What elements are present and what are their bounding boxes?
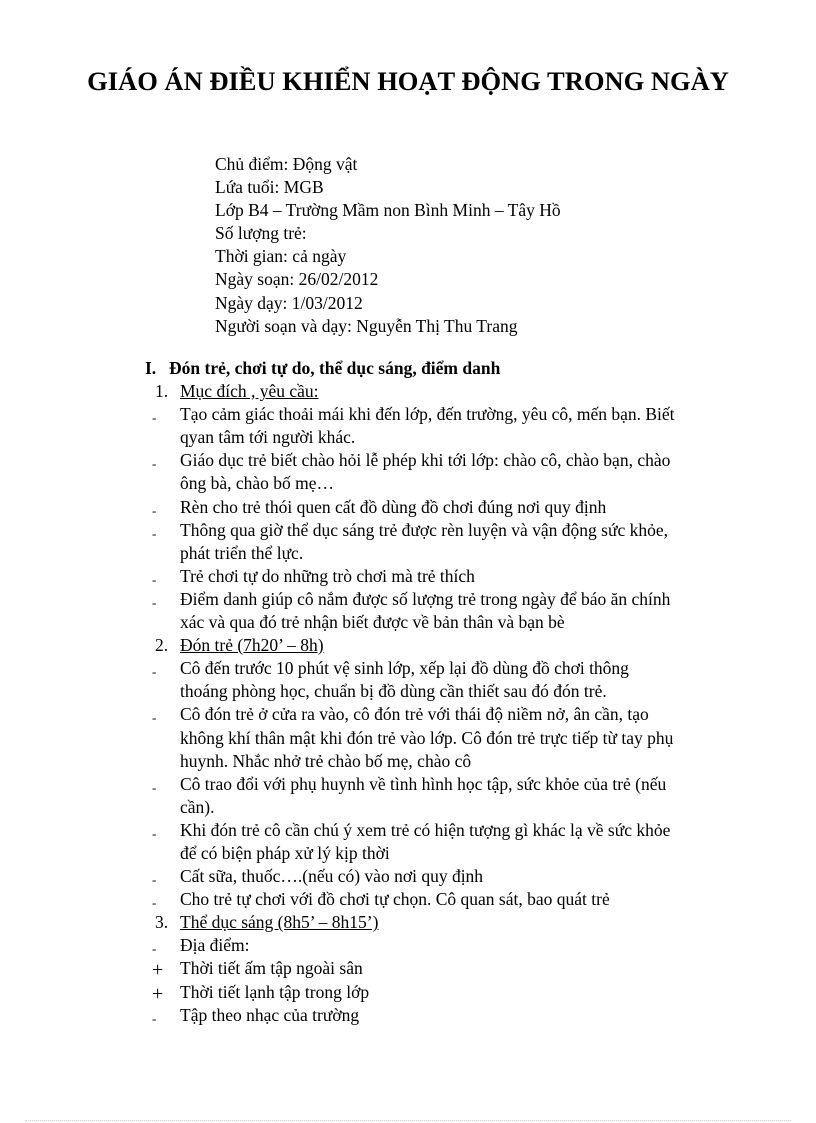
info-line-count: Số lượng trẻ: (215, 223, 307, 244)
subsection-number: 1. (155, 381, 169, 402)
subsection-title: Thể dục sáng (8h5’ – 8h15’) (180, 912, 379, 933)
list-item-text: Cô trao đổi với phụ huynh về tình hình học tập, sức khỏe của trẻ (nếu cần). (180, 773, 667, 817)
list-item-text: Địa điểm: (180, 935, 250, 956)
subsection-title: Mục đích , yêu cầu: (180, 381, 319, 402)
list-item (145, 449, 775, 495)
info-line-theme: Chủ điểm: Động vật (215, 154, 358, 174)
list-item (145, 657, 775, 703)
list-item-text: Trẻ chơi tự do những trò chơi mà trẻ thích (180, 565, 475, 586)
list-item (145, 703, 775, 772)
subsection-number: 2. (155, 635, 169, 656)
list-item (145, 865, 775, 888)
list-item-text: Cô đến trước 10 phút vệ sinh lớp, xếp lại đồ dùng đồ chơi thông thoáng phòng học, chuẩn bị đồ dùng cần thiết sau đó đón trẻ. (180, 658, 629, 702)
list-item-text: Điểm danh giúp cô nắm được số lượng trẻ trong ngày để báo ăn chính xác và qua đó trẻ nhận biết được về bản thân và bạn bè (180, 588, 671, 633)
list-item-text: Thời tiết lạnh tập trong lớp (180, 981, 370, 1002)
list-item (145, 773, 775, 819)
info-line-class: Lớp B4 – Trường Mầm non Bình Minh – Tây Hồ (215, 200, 561, 221)
subsection-number: 3. (155, 912, 169, 933)
dash-bullet-icon: - (152, 410, 157, 426)
dash-bullet-icon: - (152, 456, 157, 472)
list-item-text: Cô đón trẻ ở cửa ra vào, cô đón trẻ với thái độ niềm nở, ân cần, tạo không khí thân mật khi đón trẻ vào lớp. Cô đón trẻ trực tiếp từ tay phụ huynh. Nhắc nhở trẻ chào bố mẹ, chào cô (180, 704, 674, 771)
info-line-time: Thời gian: cả ngày (215, 246, 347, 267)
dash-bullet-icon: - (152, 594, 157, 610)
dash-bullet-icon: - (152, 872, 157, 888)
subsection-heading (145, 634, 775, 657)
list-item (145, 496, 775, 519)
list-item (145, 588, 775, 634)
list-item (145, 981, 775, 1004)
list-item-text: Rèn cho trẻ thói quen cất đồ dùng đồ chơi đúng nơi quy định (180, 496, 607, 517)
section-heading (145, 357, 775, 380)
subsection-title: Đón trẻ (7h20’ – 8h) (180, 635, 324, 656)
list-item-text: Tạo cảm giác thoải mái khi đến lớp, đến trường, yêu cô, mến bạn. Biết qyan tâm tới người khác. (180, 404, 675, 448)
subsection-heading (145, 380, 775, 403)
list-item-text: Thông qua giờ thể dục sáng trẻ được rèn luyện và vận động sức khỏe, phát triển thể lực. (180, 519, 668, 563)
plus-bullet-icon: + (152, 982, 164, 1005)
dash-bullet-icon: - (152, 502, 157, 518)
info-line-author: Người soạn và dạy: Nguyễn Thị Thu Trang (215, 315, 518, 336)
list-item (145, 819, 775, 865)
list-item-text: Cất sữa, thuốc….(nếu có) vào nơi quy định (180, 866, 484, 887)
list-item-text: Tập theo nhạc của trường (180, 1004, 360, 1025)
section-title: Đón trẻ, chơi tự do, thể dục sáng, điểm danh (169, 358, 501, 378)
dash-bullet-icon: - (152, 571, 157, 587)
list-item-text: Giáo dục trẻ biết chào hỏi lễ phép khi tới lớp: chào cô, chào bạn, chào ông bà, chào bố mẹ… (180, 450, 671, 494)
lesson-info-block (215, 153, 561, 338)
list-item (145, 519, 775, 565)
dash-bullet-icon: - (152, 941, 157, 957)
dash-bullet-icon: - (152, 825, 157, 841)
list-item (145, 565, 775, 588)
document-title: GIÁO ÁN ĐIỀU KHIỂN HOẠT ĐỘNG TRONG NGÀY (87, 66, 729, 96)
list-item (145, 1004, 775, 1027)
plus-bullet-icon: + (152, 959, 164, 982)
list-item-text: Khi đón trẻ cô cần chú ý xem trẻ có hiện tượng gì khác lạ về sức khỏe để có biện pháp xử lý kịp thời (180, 819, 671, 863)
page-bottom-divider (25, 1120, 791, 1121)
list-item (145, 957, 775, 980)
list-item-text: Thời tiết ấm tập ngoài sân (180, 958, 363, 979)
dash-bullet-icon: - (152, 1010, 157, 1026)
dash-bullet-icon: - (152, 664, 157, 680)
dash-bullet-icon: - (152, 525, 157, 541)
dash-bullet-icon: - (152, 779, 157, 795)
info-line-teach-date: Ngày dạy: 1/03/2012 (215, 292, 363, 313)
list-item-text: Cho trẻ tự chơi với đồ chơi tự chọn. Cô quan sát, bao quát trẻ (180, 889, 610, 910)
section-number: I. (145, 358, 157, 378)
subsection-heading (145, 911, 775, 934)
dash-bullet-icon: - (152, 710, 157, 726)
info-line-prepared-date: Ngày soạn: 26/02/2012 (215, 269, 379, 290)
info-line-age: Lứa tuổi: MGB (215, 177, 324, 198)
lesson-body (145, 357, 775, 1027)
list-item (145, 403, 775, 449)
dash-bullet-icon: - (152, 895, 157, 911)
list-item (145, 934, 775, 957)
list-item (145, 888, 775, 911)
